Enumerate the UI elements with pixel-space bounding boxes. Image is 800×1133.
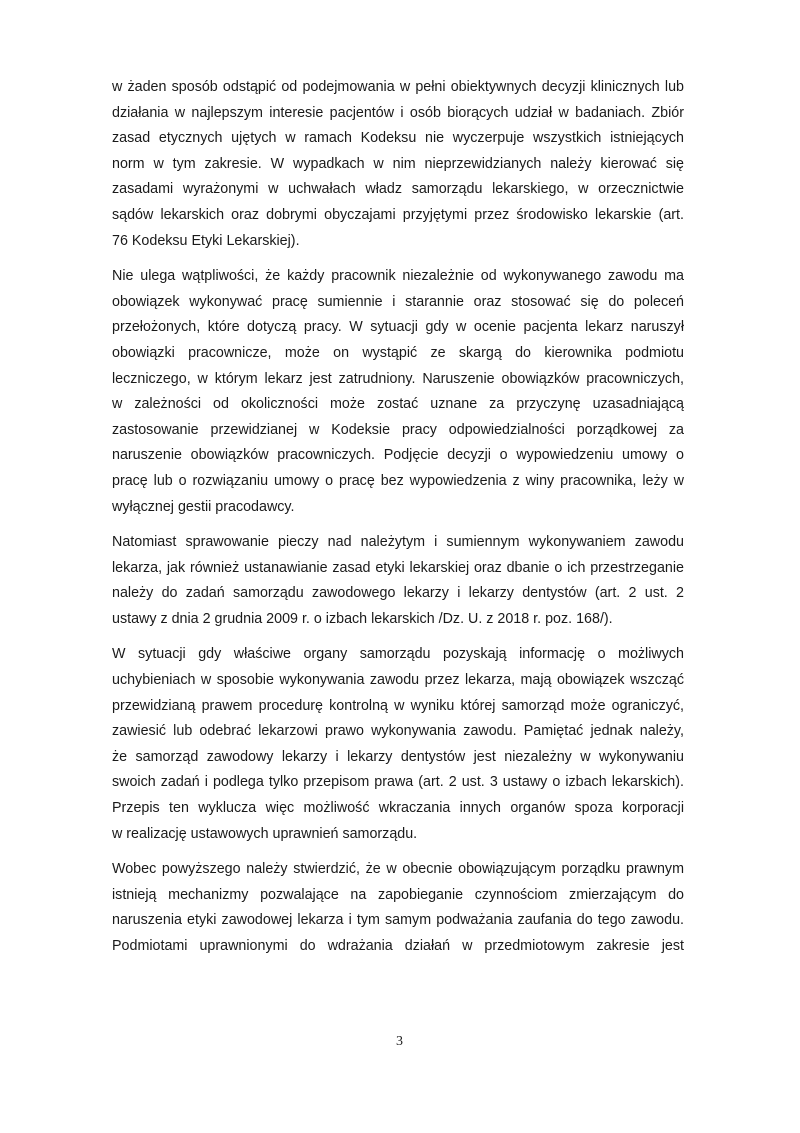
text-line: ustawy z dnia 2 grudnia 2009 r. o izbach lekarskich /Dz. U. z 2018 r. poz. 168/). [112, 610, 613, 627]
text-line: zasadami wyrażonymi w uchwałach władz samorządu lekarskiego, w orzecznictwie [112, 181, 684, 198]
text-line: sądów lekarskich oraz dobrymi obyczajami przyjętymi przez środowisko lekarskie (art. [112, 206, 684, 223]
text-line: naruszenie obowiązków pracowniczych. Podjęcie decyzji o wypowiedzeniu umowy o [112, 447, 684, 464]
text-line: obowiązek wykonywać pracę sumiennie i starannie oraz stosować się do poleceń [112, 293, 684, 310]
page-number: 3 [396, 1034, 403, 1049]
paragraph [112, 645, 684, 850]
text-line: uchybieniach w sposobie wykonywania zawodu przez lekarza, mają obowiązek wszcząć [112, 672, 684, 689]
paragraph [112, 78, 684, 257]
paragraph [112, 267, 684, 523]
text-line: pracę lub o rozwiązaniu umowy o pracę bez wypowiedzenia z winy pracownika, leży w [112, 472, 684, 489]
text-line: w realizację ustawowych uprawnień samorządu. [112, 825, 418, 842]
text-line: lekarza, jak również ustanawianie zasad etyki lekarskiej oraz dbanie o ich przestrzeganie [112, 559, 684, 576]
document-body [112, 78, 684, 973]
text-line: należy do zadań samorządu zawodowego lekarzy i lekarzy dentystów (art. 2 ust. 2 [112, 585, 684, 602]
text-line: Nie ulega wątpliwości, że każdy pracownik niezależnie od wykonywanego zawodu ma [112, 268, 684, 285]
text-line: obowiązki pracownicze, może on wystąpić ze skargą do kierownika podmiotu [112, 344, 684, 361]
text-line: norm w tym zakresie. W wypadkach w nim nieprzewidzianych należy kierować się [112, 155, 684, 172]
text-line: przewidzianą prawem procedurę kontrolną w wyniku której samorząd może ograniczyć, [112, 697, 684, 714]
text-line: istnieją mechanizmy pozwalające na zapobieganie czynnościom zmierzającym do [112, 886, 684, 903]
paragraph [112, 533, 684, 635]
text-line: zasad etycznych ujętych w ramach Kodeksu nie wyczerpuje wszystkich istniejących [112, 130, 684, 147]
text-line: W sytuacji gdy właściwe organy samorządu pozyskają informację o możliwych [112, 646, 684, 663]
text-line: zastosowanie przewidzianej w Kodeksie pracy odpowiedzialności porządkowej za [112, 421, 684, 438]
text-line: przełożonych, które dotyczą pracy. W sytuacji gdy w ocenie pacjenta lekarz naruszył [112, 319, 684, 336]
text-line: naruszenia etyki zawodowej lekarza i tym samym podważania zaufania do tego zawodu. [112, 912, 684, 929]
text-line: wyłącznej gestii pracodawcy. [112, 498, 295, 515]
text-line: swoich zadań i podlega tylko przepisom prawa (art. 2 ust. 3 ustawy o izbach lekarskich). [112, 774, 684, 791]
paragraph [112, 860, 684, 962]
text-line: Podmiotami uprawnionymi do wdrażania działań w przedmiotowym zakresie jest [112, 938, 684, 954]
text-line: 76 Kodeksu Etyki Lekarskiej). [112, 232, 300, 249]
text-line: działania w najlepszym interesie pacjentów i osób biorących udział w badaniach. Zbiór [112, 104, 684, 121]
text-line: Wobec powyższego należy stwierdzić, że w obecnie obowiązującym porządku prawnym [112, 861, 684, 878]
text-line: w żaden sposób odstąpić od podejmowania w pełni obiektywnych decyzji klinicznych lub [112, 79, 684, 95]
text-line: leczniczego, w którym lekarz jest zatrudniony. Naruszenie obowiązków pracowniczych, [112, 370, 684, 387]
text-line: że samorząd zawodowy lekarzy i lekarzy dentystów jest niezależny w wykonywaniu [112, 748, 684, 765]
text-line: w zależności od okoliczności może zostać uznane za przyczynę uzasadniającą [112, 396, 684, 413]
text-line: Przepis ten wyklucza więc możliwość wkraczania innych organów spoza korporacji [112, 800, 684, 817]
text-line: Natomiast sprawowanie pieczy nad należytym i sumiennym wykonywaniem zawodu [112, 534, 684, 551]
text-line: zawiesić lub odebrać lekarzowi prawo wykonywania zawodu. Pamiętać jednak należy, [112, 723, 684, 740]
